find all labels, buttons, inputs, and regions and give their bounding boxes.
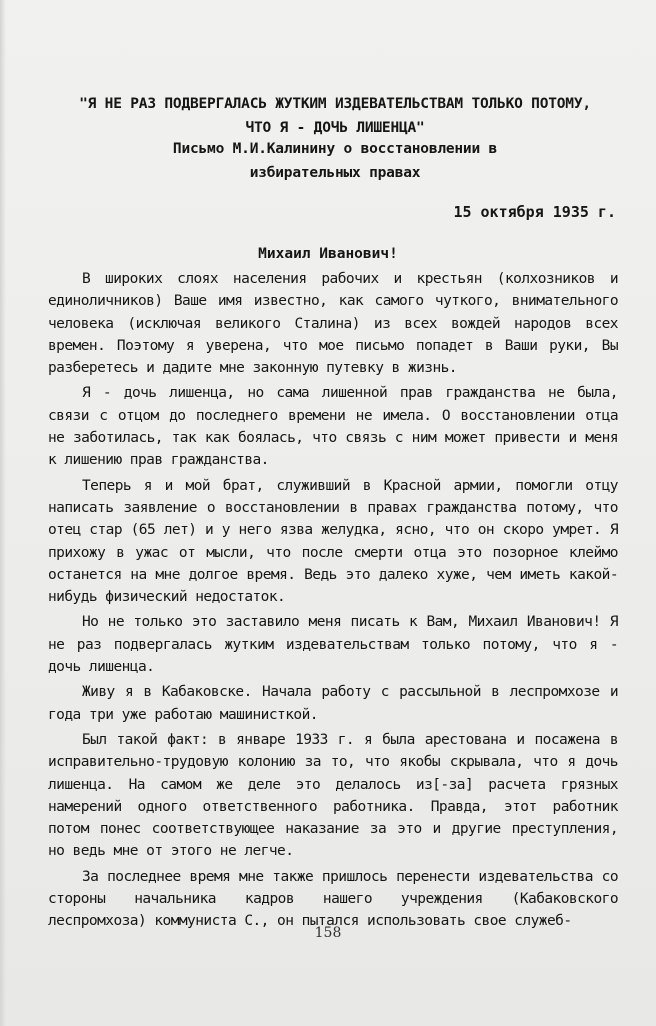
- salutation: Михаил Иванович!: [258, 246, 398, 262]
- letter-body: [48, 268, 618, 933]
- paragraph-2: Я - дочь лишенца, но сама лишенной прав гражданства не была, связи с отцом до последнего времени не имела. О восстановлении отца не заботилась, так как боялась, что связь с ним может привести и меня к лишению прав гражданства.: [48, 385, 618, 469]
- paragraph-7: За последнее время мне также пришлось перенести издевательства со стороны начальника кадров нашего учреждения (Кабаковского леспромхоза) коммуниста С., он пытался использовать свое служеб-: [48, 868, 618, 930]
- letter-date: 15 октября 1935 г.: [453, 203, 616, 221]
- subtitle-line-1: Письмо М.И.Калинину о восстановлении в: [172, 141, 498, 157]
- title-line-2: ЧТО Я - ДОЧЬ ЛИШЕНЦА": [245, 120, 425, 136]
- paragraph-1: В широких слоях населения рабочих и крестьян (колхозников и единоличников) Ваше имя известно, как самого чуткого, внимательного человека (исключая великого Сталина) из всех вождей народов всех времен. Поэтому я уверена, что мое письмо попадет в Ваши руки, Вы разберетесь и дадите мне законную путевку в жизнь.: [48, 271, 618, 377]
- paragraph-5: Живу я в Кабаковске. Начала работу с рассыльной в леспромхозе и года три уже работаю машинисткой.: [48, 684, 618, 723]
- paragraph-6: Был такой факт: в январе 1933 г. я была арестована и посажена в исправительно-трудовую колонию за то, что якобы скрывала, что я дочь лишенца. На самом же деле это делалось из[-за] расчета грязных намерений одного ответственного работника. Правда, этот работник потом понес соответствующее наказание за это и другие преступления, но ведь мне от этого не легче.: [48, 731, 618, 860]
- scan-edge-shadow: [0, 0, 6, 1026]
- paragraph-4: Но не только это заставило меня писать к Вам, Михаил Иванович! Я не раз подвергалась жутким издевательствам только потому, что я - дочь лишенца.: [48, 614, 618, 676]
- document-title: [40, 92, 630, 140]
- document-subtitle: [40, 137, 630, 185]
- page-number: 158: [314, 925, 342, 941]
- subtitle-line-2: избирательных правах: [249, 165, 421, 181]
- paragraph-3: Теперь я и мой брат, служивший в Красной армии, помогли отцу написать заявление о восстановлении в правах гражданства потому, что отец стар (65 лет) и у него язва желудка, ясно, что он скоро умрет. Я прихожу в ужас от мысли, что после смерти отца это позорное клеймо останется на мне долгое время. Ведь это далеко хуже, чем иметь какой-нибудь физический недостаток.: [48, 477, 618, 606]
- title-line-1: "Я НЕ РАЗ ПОДВЕРГАЛАСЬ ЖУТКИМ ИЗДЕВАТЕЛЬСТВАМ ТОЛЬКО ПОТОМУ,: [79, 96, 591, 112]
